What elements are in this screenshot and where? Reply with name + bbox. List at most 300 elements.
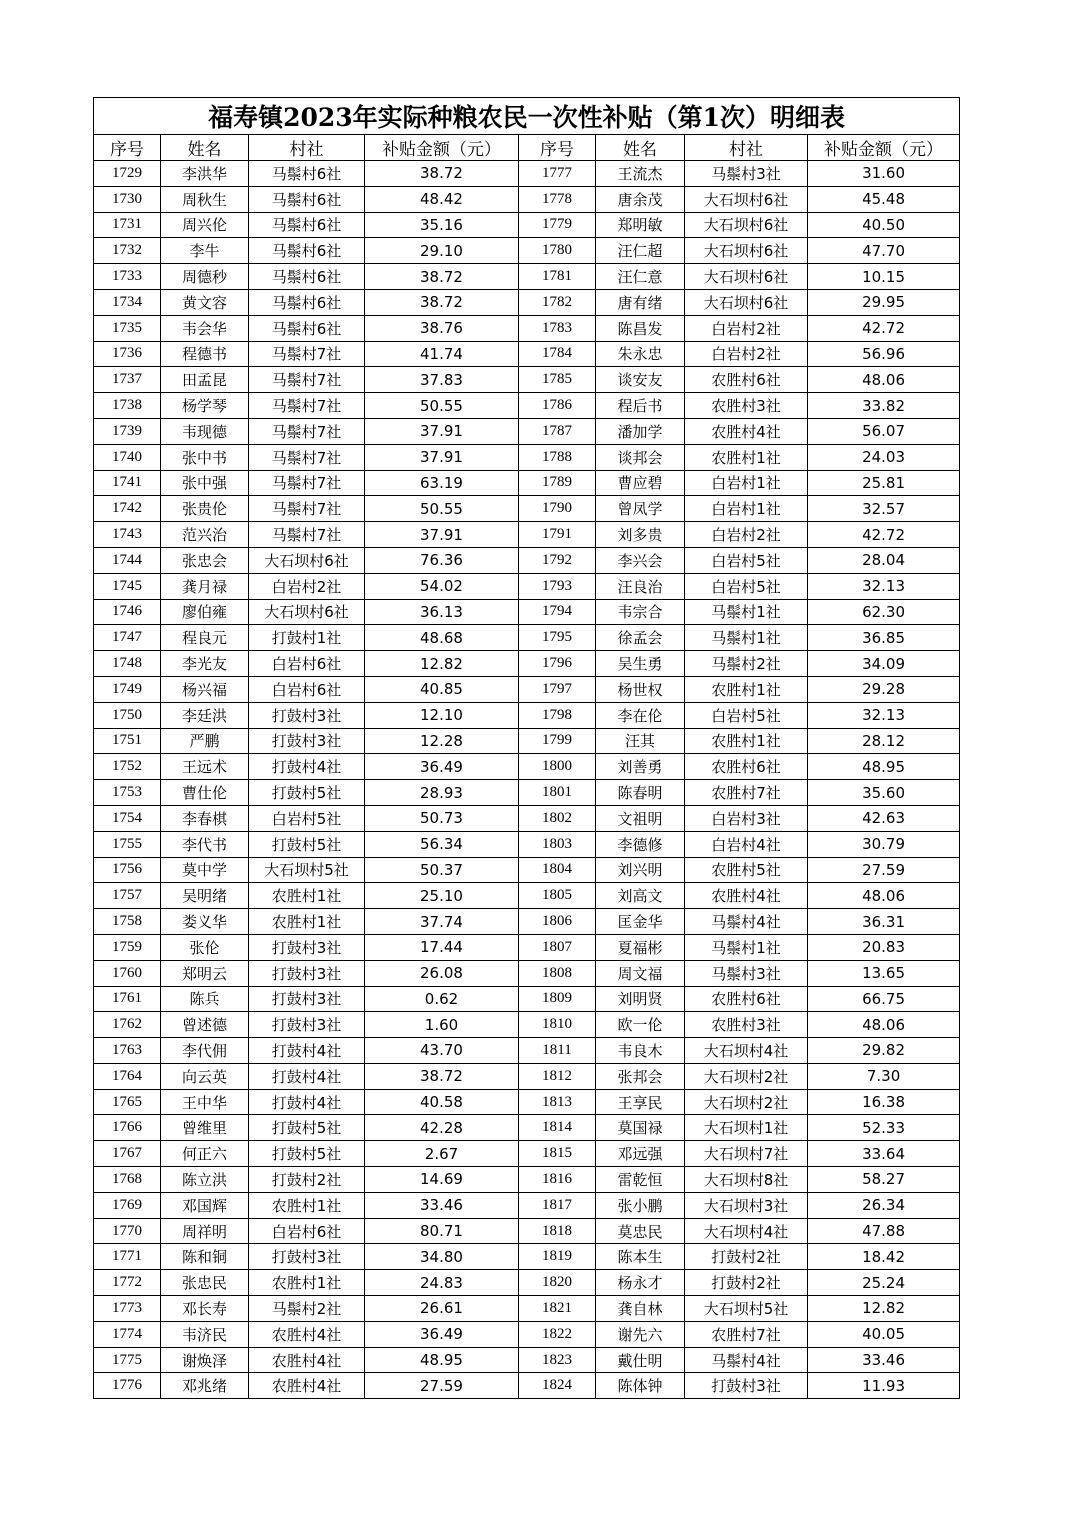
name-cell: 程德书	[161, 341, 249, 367]
name-cell: 张贵伦	[161, 496, 249, 522]
amount-cell: 33.46	[365, 1192, 519, 1218]
name-cell: 李光友	[161, 651, 249, 677]
name-cell: 韦宗合	[596, 599, 685, 625]
name-cell: 张伦	[161, 934, 249, 960]
seq-cell: 1738	[94, 393, 161, 419]
amount-cell: 37.91	[365, 444, 519, 470]
village-cell: 打鼓村2社	[685, 1244, 808, 1270]
seq-cell: 1771	[94, 1244, 161, 1270]
amount-cell: 17.44	[365, 934, 519, 960]
seq-cell: 1768	[94, 1167, 161, 1193]
village-cell: 大石坝村6社	[685, 238, 808, 264]
amount-cell: 42.72	[808, 315, 960, 341]
village-cell: 马鬃村6社	[249, 264, 365, 290]
table-row	[94, 1012, 960, 1038]
table-row	[94, 780, 960, 806]
name-cell: 谈安友	[596, 367, 685, 393]
amount-cell: 27.59	[365, 1373, 519, 1399]
village-cell: 农胜村4社	[249, 1347, 365, 1373]
amount-cell: 33.82	[808, 393, 960, 419]
name-cell: 杨兴福	[161, 676, 249, 702]
village-cell: 农胜村1社	[249, 909, 365, 935]
name-cell: 陈立洪	[161, 1167, 249, 1193]
seq-cell: 1794	[519, 599, 596, 625]
amount-cell: 2.67	[365, 1141, 519, 1167]
name-cell: 周文福	[596, 960, 685, 986]
amount-cell: 47.88	[808, 1218, 960, 1244]
name-cell: 李廷洪	[161, 702, 249, 728]
seq-cell: 1811	[519, 1038, 596, 1064]
name-cell: 何正六	[161, 1141, 249, 1167]
name-cell: 莫国禄	[596, 1115, 685, 1141]
seq-cell: 1748	[94, 651, 161, 677]
name-cell: 田孟昆	[161, 367, 249, 393]
amount-cell: 24.83	[365, 1270, 519, 1296]
amount-cell: 48.42	[365, 186, 519, 212]
village-cell: 大石坝村5社	[249, 857, 365, 883]
seq-cell: 1798	[519, 702, 596, 728]
amount-cell: 28.12	[808, 728, 960, 754]
name-cell: 刘多贵	[596, 522, 685, 548]
seq-cell: 1780	[519, 238, 596, 264]
amount-cell: 80.71	[365, 1218, 519, 1244]
seq-cell: 1810	[519, 1012, 596, 1038]
village-cell: 大石坝村8社	[685, 1167, 808, 1193]
seq-cell: 1749	[94, 676, 161, 702]
village-cell: 马鬃村1社	[685, 625, 808, 651]
village-cell: 白岩村6社	[249, 651, 365, 677]
amount-cell: 40.85	[365, 676, 519, 702]
name-cell: 杨学琴	[161, 393, 249, 419]
village-header: 村社	[249, 135, 365, 161]
amount-cell: 26.34	[808, 1192, 960, 1218]
village-cell: 马鬃村7社	[249, 418, 365, 444]
village-cell: 白岩村2社	[685, 315, 808, 341]
name-cell: 汪其	[596, 728, 685, 754]
seq-cell: 1815	[519, 1141, 596, 1167]
name-cell: 汪仁超	[596, 238, 685, 264]
amount-cell: 29.82	[808, 1038, 960, 1064]
table-row	[94, 264, 960, 290]
name-cell: 李在伦	[596, 702, 685, 728]
village-cell: 大石坝村6社	[685, 186, 808, 212]
village-cell: 白岩村5社	[249, 805, 365, 831]
name-cell: 张邦会	[596, 1063, 685, 1089]
name-cell: 韦现德	[161, 418, 249, 444]
name-cell: 韦会华	[161, 315, 249, 341]
seq-cell: 1812	[519, 1063, 596, 1089]
village-cell: 马鬃村2社	[685, 651, 808, 677]
amount-cell: 27.59	[808, 857, 960, 883]
seq-cell: 1769	[94, 1192, 161, 1218]
seq-cell: 1781	[519, 264, 596, 290]
village-cell: 马鬃村7社	[249, 470, 365, 496]
village-cell: 大石坝村3社	[685, 1192, 808, 1218]
name-cell: 唐有绪	[596, 289, 685, 315]
seq-cell: 1791	[519, 522, 596, 548]
seq-cell: 1737	[94, 367, 161, 393]
name-cell: 刘善勇	[596, 754, 685, 780]
table-row	[94, 909, 960, 935]
seq-cell: 1787	[519, 418, 596, 444]
table-row	[94, 857, 960, 883]
name-cell: 曾述德	[161, 1012, 249, 1038]
name-cell: 莫中学	[161, 857, 249, 883]
table-row	[94, 1115, 960, 1141]
seq-cell: 1804	[519, 857, 596, 883]
table-row	[94, 1296, 960, 1322]
village-cell: 农胜村3社	[685, 393, 808, 419]
village-cell: 农胜村4社	[685, 883, 808, 909]
village-cell: 白岩村5社	[685, 573, 808, 599]
name-cell: 曹仕伦	[161, 780, 249, 806]
seq-cell: 1751	[94, 728, 161, 754]
seq-cell: 1746	[94, 599, 161, 625]
name-cell: 郑明敏	[596, 212, 685, 238]
amount-cell: 50.55	[365, 496, 519, 522]
amount-header: 补贴金额（元）	[808, 135, 960, 161]
amount-cell: 50.73	[365, 805, 519, 831]
village-cell: 农胜村6社	[685, 754, 808, 780]
amount-cell: 25.10	[365, 883, 519, 909]
amount-cell: 32.13	[808, 702, 960, 728]
name-cell: 周秋生	[161, 186, 249, 212]
seq-cell: 1790	[519, 496, 596, 522]
village-cell: 大石坝村6社	[685, 289, 808, 315]
seq-cell: 1759	[94, 934, 161, 960]
table-row	[94, 1347, 960, 1373]
amount-cell: 48.95	[808, 754, 960, 780]
village-cell: 马鬃村6社	[249, 238, 365, 264]
table-row	[94, 1141, 960, 1167]
amount-cell: 26.61	[365, 1296, 519, 1322]
village-cell: 大石坝村1社	[685, 1115, 808, 1141]
seq-cell: 1765	[94, 1089, 161, 1115]
amount-cell: 40.05	[808, 1321, 960, 1347]
name-cell: 娄义华	[161, 909, 249, 935]
table-row	[94, 496, 960, 522]
header-row	[94, 135, 960, 161]
amount-cell: 28.93	[365, 780, 519, 806]
amount-cell: 33.46	[808, 1347, 960, 1373]
village-cell: 马鬃村7社	[249, 341, 365, 367]
name-cell: 匡金华	[596, 909, 685, 935]
amount-cell: 48.06	[808, 883, 960, 909]
seq-cell: 1743	[94, 522, 161, 548]
seq-cell: 1802	[519, 805, 596, 831]
amount-cell: 30.79	[808, 831, 960, 857]
subsidy-table	[93, 97, 960, 1399]
village-cell: 打鼓村3社	[249, 934, 365, 960]
name-cell: 欧一伦	[596, 1012, 685, 1038]
name-cell: 陈体钟	[596, 1373, 685, 1399]
table-row	[94, 315, 960, 341]
village-cell: 农胜村5社	[685, 857, 808, 883]
name-cell: 汪仁意	[596, 264, 685, 290]
name-cell: 刘兴明	[596, 857, 685, 883]
seq-cell: 1805	[519, 883, 596, 909]
seq-header: 序号	[94, 135, 161, 161]
amount-cell: 52.33	[808, 1115, 960, 1141]
amount-cell: 37.91	[365, 522, 519, 548]
village-cell: 大石坝村5社	[685, 1296, 808, 1322]
table-row	[94, 186, 960, 212]
village-cell: 马鬃村6社	[249, 289, 365, 315]
seq-cell: 1729	[94, 161, 161, 187]
village-cell: 马鬃村7社	[249, 444, 365, 470]
name-cell: 陈兵	[161, 986, 249, 1012]
amount-cell: 36.13	[365, 599, 519, 625]
amount-cell: 50.55	[365, 393, 519, 419]
village-cell: 农胜村4社	[249, 1321, 365, 1347]
amount-cell: 76.36	[365, 547, 519, 573]
table-row	[94, 651, 960, 677]
seq-cell: 1734	[94, 289, 161, 315]
village-cell: 白岩村1社	[685, 470, 808, 496]
table-title: 福寿镇2023年实际种粮农民一次性补贴（第1次）明细表	[94, 98, 960, 135]
amount-cell: 25.24	[808, 1270, 960, 1296]
village-cell: 白岩村2社	[685, 522, 808, 548]
name-cell: 张忠会	[161, 547, 249, 573]
name-cell: 李牛	[161, 238, 249, 264]
seq-cell: 1800	[519, 754, 596, 780]
name-cell: 曾凤学	[596, 496, 685, 522]
amount-cell: 36.85	[808, 625, 960, 651]
village-cell: 打鼓村3社	[249, 728, 365, 754]
name-cell: 汪良治	[596, 573, 685, 599]
amount-cell: 32.13	[808, 573, 960, 599]
name-cell: 李洪华	[161, 161, 249, 187]
amount-cell: 1.60	[365, 1012, 519, 1038]
amount-cell: 37.83	[365, 367, 519, 393]
name-cell: 李春棋	[161, 805, 249, 831]
name-cell: 张中强	[161, 470, 249, 496]
seq-cell: 1816	[519, 1167, 596, 1193]
name-cell: 范兴治	[161, 522, 249, 548]
amount-cell: 48.06	[808, 1012, 960, 1038]
amount-cell: 41.74	[365, 341, 519, 367]
table-row	[94, 238, 960, 264]
village-cell: 农胜村6社	[685, 367, 808, 393]
village-cell: 农胜村3社	[685, 1012, 808, 1038]
seq-cell: 1754	[94, 805, 161, 831]
amount-cell: 29.10	[365, 238, 519, 264]
name-cell: 陈本生	[596, 1244, 685, 1270]
amount-cell: 38.72	[365, 1063, 519, 1089]
seq-cell: 1793	[519, 573, 596, 599]
village-cell: 马鬃村3社	[685, 960, 808, 986]
village-cell: 打鼓村3社	[249, 702, 365, 728]
name-cell: 邓国辉	[161, 1192, 249, 1218]
name-cell: 吴明绪	[161, 883, 249, 909]
amount-cell: 40.58	[365, 1089, 519, 1115]
table-row	[94, 1089, 960, 1115]
table-row	[94, 625, 960, 651]
amount-cell: 66.75	[808, 986, 960, 1012]
seq-cell: 1731	[94, 212, 161, 238]
table-row	[94, 1373, 960, 1399]
village-cell: 马鬃村7社	[249, 393, 365, 419]
seq-header: 序号	[519, 135, 596, 161]
amount-cell: 48.95	[365, 1347, 519, 1373]
name-cell: 周德秒	[161, 264, 249, 290]
table-row	[94, 676, 960, 702]
seq-cell: 1733	[94, 264, 161, 290]
village-cell: 白岩村1社	[685, 496, 808, 522]
amount-cell: 29.95	[808, 289, 960, 315]
name-cell: 程后书	[596, 393, 685, 419]
table-row	[94, 702, 960, 728]
amount-cell: 11.93	[808, 1373, 960, 1399]
name-header: 姓名	[161, 135, 249, 161]
village-cell: 打鼓村4社	[249, 1038, 365, 1064]
village-cell: 农胜村1社	[685, 728, 808, 754]
seq-cell: 1767	[94, 1141, 161, 1167]
village-cell: 大石坝村6社	[249, 547, 365, 573]
amount-cell: 38.72	[365, 161, 519, 187]
amount-cell: 56.34	[365, 831, 519, 857]
seq-cell: 1757	[94, 883, 161, 909]
name-cell: 龚自林	[596, 1296, 685, 1322]
table-row	[94, 1321, 960, 1347]
seq-cell: 1761	[94, 986, 161, 1012]
seq-cell: 1809	[519, 986, 596, 1012]
name-cell: 雷乾恒	[596, 1167, 685, 1193]
amount-cell: 16.38	[808, 1089, 960, 1115]
name-cell: 谈邦会	[596, 444, 685, 470]
amount-cell: 47.70	[808, 238, 960, 264]
name-cell: 朱永忠	[596, 341, 685, 367]
seq-cell: 1764	[94, 1063, 161, 1089]
table-row	[94, 960, 960, 986]
seq-cell: 1739	[94, 418, 161, 444]
seq-cell: 1789	[519, 470, 596, 496]
village-cell: 打鼓村1社	[249, 625, 365, 651]
table-row	[94, 547, 960, 573]
name-cell: 曹应碧	[596, 470, 685, 496]
amount-cell: 56.96	[808, 341, 960, 367]
amount-cell: 45.48	[808, 186, 960, 212]
name-cell: 夏福彬	[596, 934, 685, 960]
table-row	[94, 573, 960, 599]
village-cell: 打鼓村5社	[249, 780, 365, 806]
amount-cell: 63.19	[365, 470, 519, 496]
village-cell: 打鼓村5社	[249, 1141, 365, 1167]
name-cell: 杨永才	[596, 1270, 685, 1296]
village-cell: 马鬃村6社	[249, 161, 365, 187]
village-cell: 大石坝村6社	[685, 212, 808, 238]
name-cell: 莫忠民	[596, 1218, 685, 1244]
amount-cell: 20.83	[808, 934, 960, 960]
seq-cell: 1750	[94, 702, 161, 728]
village-cell: 打鼓村4社	[249, 754, 365, 780]
seq-cell: 1783	[519, 315, 596, 341]
name-cell: 邓兆绪	[161, 1373, 249, 1399]
seq-cell: 1766	[94, 1115, 161, 1141]
village-cell: 打鼓村3社	[685, 1373, 808, 1399]
seq-cell: 1803	[519, 831, 596, 857]
name-cell: 陈和铜	[161, 1244, 249, 1270]
seq-cell: 1744	[94, 547, 161, 573]
name-cell: 张小鹏	[596, 1192, 685, 1218]
seq-cell: 1778	[519, 186, 596, 212]
seq-cell: 1818	[519, 1218, 596, 1244]
table-row	[94, 1192, 960, 1218]
seq-cell: 1817	[519, 1192, 596, 1218]
name-cell: 李代佣	[161, 1038, 249, 1064]
name-header: 姓名	[596, 135, 685, 161]
amount-cell: 14.69	[365, 1167, 519, 1193]
table-row	[94, 393, 960, 419]
amount-cell: 43.70	[365, 1038, 519, 1064]
name-cell: 刘明贤	[596, 986, 685, 1012]
table-row	[94, 418, 960, 444]
name-cell: 刘高文	[596, 883, 685, 909]
seq-cell: 1814	[519, 1115, 596, 1141]
amount-cell: 48.06	[808, 367, 960, 393]
amount-cell: 62.30	[808, 599, 960, 625]
seq-cell: 1819	[519, 1244, 596, 1270]
table-row	[94, 599, 960, 625]
table-row	[94, 341, 960, 367]
table-row	[94, 805, 960, 831]
table-row	[94, 831, 960, 857]
village-cell: 白岩村5社	[685, 547, 808, 573]
name-cell: 李兴会	[596, 547, 685, 573]
village-cell: 农胜村1社	[249, 883, 365, 909]
village-cell: 白岩村2社	[685, 341, 808, 367]
village-cell: 马鬃村4社	[685, 1347, 808, 1373]
seq-cell: 1747	[94, 625, 161, 651]
village-cell: 农胜村1社	[685, 676, 808, 702]
amount-cell: 56.07	[808, 418, 960, 444]
seq-cell: 1806	[519, 909, 596, 935]
village-cell: 白岩村6社	[249, 1218, 365, 1244]
village-cell: 大石坝村6社	[249, 599, 365, 625]
seq-cell: 1799	[519, 728, 596, 754]
village-cell: 农胜村1社	[249, 1270, 365, 1296]
amount-cell: 12.82	[365, 651, 519, 677]
village-cell: 马鬃村7社	[249, 522, 365, 548]
table-row	[94, 1270, 960, 1296]
seq-cell: 1788	[519, 444, 596, 470]
table-row	[94, 1038, 960, 1064]
village-cell: 马鬃村6社	[249, 315, 365, 341]
name-cell: 陈春明	[596, 780, 685, 806]
seq-cell: 1795	[519, 625, 596, 651]
amount-cell: 40.50	[808, 212, 960, 238]
village-cell: 白岩村3社	[685, 805, 808, 831]
name-cell: 张忠民	[161, 1270, 249, 1296]
amount-cell: 50.37	[365, 857, 519, 883]
seq-cell: 1792	[519, 547, 596, 573]
village-cell: 大石坝村6社	[685, 264, 808, 290]
amount-cell: 12.10	[365, 702, 519, 728]
name-cell: 王流杰	[596, 161, 685, 187]
name-cell: 谢先六	[596, 1321, 685, 1347]
table-row	[94, 986, 960, 1012]
village-header: 村社	[685, 135, 808, 161]
village-cell: 马鬃村7社	[249, 496, 365, 522]
village-cell: 马鬃村6社	[249, 212, 365, 238]
seq-cell: 1730	[94, 186, 161, 212]
seq-cell: 1808	[519, 960, 596, 986]
table-row	[94, 522, 960, 548]
seq-cell: 1776	[94, 1373, 161, 1399]
amount-cell: 37.74	[365, 909, 519, 935]
amount-cell: 42.72	[808, 522, 960, 548]
seq-cell: 1752	[94, 754, 161, 780]
